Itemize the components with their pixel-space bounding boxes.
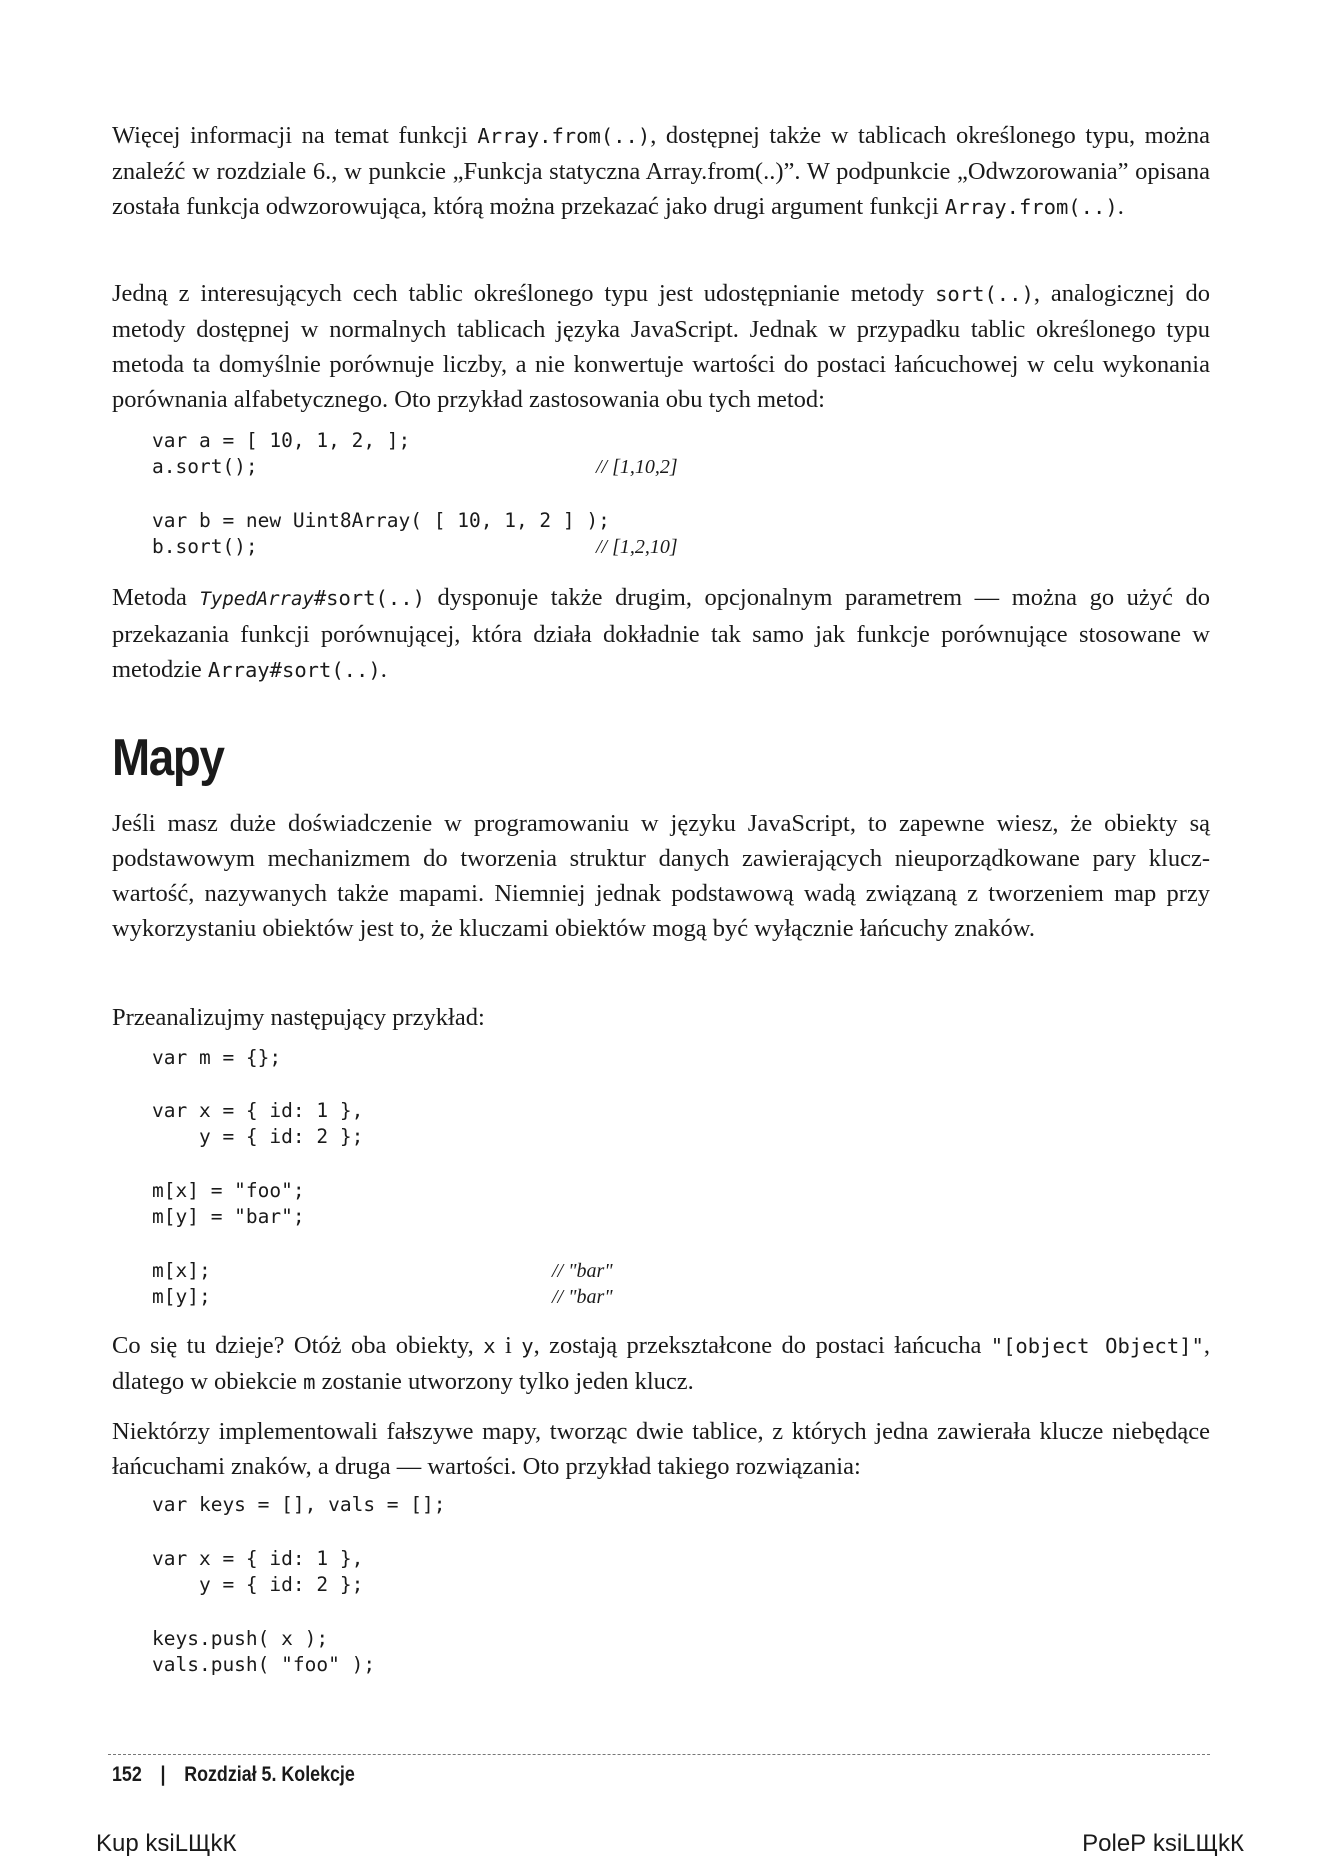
code-line: var a = [ 10, 1, 2, ]; (152, 429, 411, 452)
text: dysponuje także drugim, opcjonalnym parametrem — można go użyć do przekazania funkcji porównującej, która działa dokładnie tak samo jak funkcje porównujące stosowane w metodzie (112, 584, 1210, 683)
text: Co się tu dzieje? Otóż oba obiekty, (112, 1332, 484, 1359)
code-line: var keys = [], vals = []; (152, 1493, 446, 1516)
buy-book-link[interactable]: Kup ksiLЩkК (96, 1830, 237, 1857)
code-line: m[y]; (152, 1285, 211, 1308)
code-comment: // [1,2,10] (596, 536, 678, 558)
code-line: m[x]; (152, 1259, 211, 1282)
inline-code: sort(..) (935, 282, 1034, 306)
paragraph-sort (112, 276, 1210, 417)
code-line: keys.push( x ); (152, 1627, 329, 1650)
code-line: var x = { id: 1 }, (152, 1547, 364, 1570)
text: zostanie utworzony tylko jeden klucz. (315, 1368, 694, 1395)
section-heading: Mapy (112, 729, 224, 787)
inline-code: Array.from(..) (477, 124, 651, 148)
text: , dlatego w obiekcie (112, 1332, 1210, 1395)
page-footer (112, 1763, 355, 1787)
paragraph-array-from (112, 118, 1210, 225)
code-line: vals.push( "foo" ); (152, 1653, 376, 1676)
recommend-book-link[interactable]: PoleР ksiLЩkК (1082, 1830, 1244, 1857)
paragraph-explanation (112, 1328, 1210, 1400)
code-line: m[x] = "foo"; (152, 1179, 305, 1202)
text: i (495, 1332, 522, 1359)
paragraph-maps-intro: Jeśli masz duże doświadczenie w programowaniu w języku JavaScript, to zapewne wiesz, że obiekty są podstawowym mechanizmem do tworzenia struktur danych zawierających nieuporządkowane pary klucz-wartość, nazywanych także mapami. Niemniej jednak podstawową wadą związaną z tworzeniem map przy wykorzystaniu obiektów jest to, że kluczami obiektów mogą być wyłącznie łańcuchy znaków. (112, 810, 1210, 942)
code-comment: // "bar" (552, 1286, 613, 1308)
code-line: var x = { id: 1 }, (152, 1099, 364, 1122)
inline-code: Array.from(..) (944, 195, 1118, 219)
inline-code: Array#sort(..) (207, 658, 381, 682)
footer-separator: | (160, 1763, 166, 1786)
inline-code: m (303, 1370, 316, 1394)
inline-code-italic: TypedArray (199, 588, 314, 610)
paragraph-typedarray-sort (112, 580, 1210, 688)
code-line: m[y] = "bar"; (152, 1205, 305, 1228)
inline-code: #sort(..) (313, 586, 425, 610)
code-line: y = { id: 2 }; (152, 1573, 364, 1596)
code-line: var b = new Uint8Array( [ 10, 1, 2 ] ); (152, 509, 610, 532)
code-line: b.sort(); (152, 535, 258, 558)
inline-code: x (483, 1334, 496, 1358)
inline-code: "[object Object]" (990, 1334, 1204, 1358)
code-line: a.sort(); (152, 455, 258, 478)
text: , dostępnej także w tablicach określonego typu, można znaleźć w rozdziale 6., w punkcie „Funkcja statyczna Array.from(..)”. W podpunkcie „Odwzorowania” opisana została funkcja odwzorowująca, którą można przekazać jako drugi argument funkcji (112, 122, 1210, 220)
inline-code: y (521, 1334, 534, 1358)
chapter-title: Rozdział 5. Kolekcje (184, 1763, 355, 1786)
code-comment: // "bar" (552, 1260, 613, 1282)
text: Jedną z interesujących cech tablic określonego typu jest udostępnianie metody (112, 280, 936, 307)
page-number: 152 (112, 1763, 142, 1786)
paragraph-example-intro: Przeanalizujmy następujący przykład: (112, 1004, 485, 1031)
text: Metoda (112, 584, 200, 611)
text: Więcej informacji na temat funkcji (112, 122, 478, 149)
text: . (380, 656, 387, 683)
code-comment: // [1,10,2] (596, 456, 678, 478)
code-line: var m = {}; (152, 1046, 282, 1069)
text: . (1117, 193, 1124, 220)
code-line: y = { id: 2 }; (152, 1125, 364, 1148)
paragraph-fake-maps: Niektórzy implementowali fałszywe mapy, tworząc dwie tablice, z których jedna zawierała klucze niebędące łańcuchami znaków, a druga — wartości. Oto przykład takiego rozwiązania: (112, 1418, 1210, 1480)
text: , zostają przekształcone do postaci łańcucha (533, 1332, 991, 1359)
footer-divider (108, 1754, 1210, 1755)
text: , analogicznej do metody dostępnej w normalnych tablicach języka JavaScript. Jednak w przypadku tablic określonego typu metoda ta domyślnie porównuje liczby, a nie konwertuje wartości do postaci łańcuchowej w celu wykonania porównania alfabetycznego. Oto przykład zastosowania obu tych metod: (112, 280, 1210, 413)
